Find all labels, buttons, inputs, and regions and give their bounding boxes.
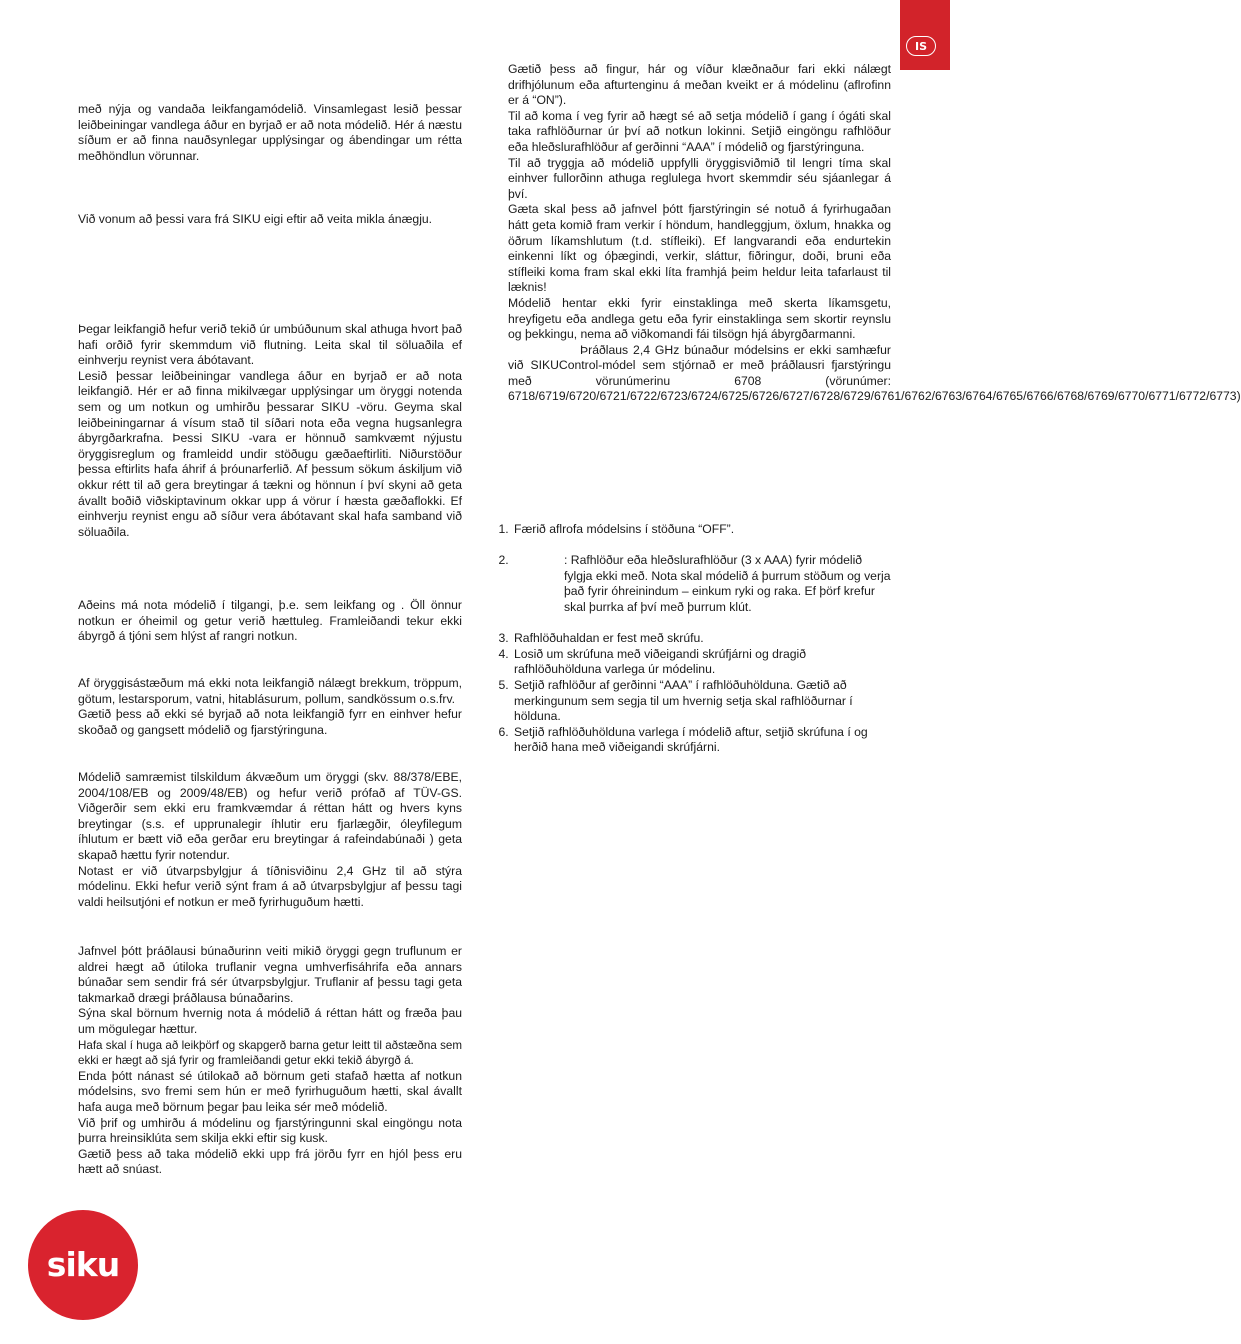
wireless-paragraph: Við þrif og umhirðu á módelinu og fjarstýringunni skal eingöngu nota þurra hreinsiklúta sem skilja ekki eftir sig kusk.	[78, 1115, 462, 1146]
delivery-paragraph: Lesið þessar leiðbeiningar vandlega áður en byrjað er að nota leikfangið. Hér er að finna mikilvægar upplýsingar um öryggi notenda sem og um notkun og umhirðu þessarar SIKU -vöru. Geyma skal leiðbeiningarnar á vísum stað til síðari nota eða vegna hugsanlegra ábyrgðarkrafna. Þessi SIKU -vara er hönnuð samkvæmt nýjustu öryggisreglum og framleidd undir stöðugu gæðaeftirliti. Niðurstöður þessa eftirlits hafa áhrif á þróunarferlið. Af þessum sökum áskiljum við okkur rétt til að gera breytingar á tækni og hönnun í því skyni að geta ávallt boðið viðskiptavinum okkar upp á vörur í hæsta gæðaflokki. Ef einhverju reynist engu að síður vera ábótavant skal hafa samband við söluaðila.	[78, 368, 462, 539]
wireless-section	[78, 944, 462, 1178]
step-item	[512, 538, 891, 616]
wish-section	[78, 212, 462, 228]
safety-paragraph: Gætið þess að fingur, hár og víður klæðnaður fari ekki nálægt drifhjólunum eða afturtenginu á meðan kveikt er á módelinu (aflrofinn er á “ON”).	[508, 62, 891, 108]
intro-paragraph: með nýja og vandaða leikfangamódelið. Vinsamlegast lesið þessar leiðbeiningar vandlega áður en byrjað er að nota módelið. Hér á næstu síðum er að finna nauðsynlegar upplýsingar og ábendingar um rétta meðhöndlun vörunnar.	[78, 102, 462, 163]
wireless-paragraph: Sýna skal börnum hvernig nota á módelið á réttan hátt og fræða þau um mögulegar hættur.	[78, 1006, 462, 1036]
wireless-paragraph: Gætið þess að taka módelið ekki upp frá jörðu fyrr en hjól þess eru hætt að snúast.	[78, 1146, 462, 1177]
step-item: 5. Setjið rafhlöður af gerðinni “AAA” í rafhlöðuhölduna. Gætið að merkingunum sem segja til um hvernig setja skal rafhlöðurnar í hölduna.	[512, 678, 891, 725]
intended-use-section	[78, 598, 462, 645]
steps-list	[494, 522, 891, 756]
conformity-section	[78, 770, 462, 910]
safety-location-section	[78, 676, 462, 738]
language-badge: IS	[906, 36, 936, 56]
safety-section	[508, 62, 1241, 405]
safety-paragraph: Þráðlaus 2,4 GHz búnaður módelsins er ekki samhæfur við SIKUControl-módel sem stjórnað er með þráðlausri fjarstýringu með vörunúmerinu 6708 (vörunúmer: 6718/6719/6720/6721/6722/6723/6724/6725/6726/6727/6728/6729/6761/6762/6763/6764/6765/6766/6768/6769/6770/6771/6772/6773)	[508, 342, 1241, 404]
wireless-paragraph: Jafnvel þótt þráðlausi búnaðurinn veiti mikið öryggi gegn truflunum er aldrei hægt að útiloka truflanir vegna umhverfisáhrifa eða annars búnaðar sem sendir frá sér útvarpsbylgjur. Truflanir af þessu tagi geta takmarkað drægi þráðlausa búnaðarins.	[78, 944, 462, 1005]
intro-section	[78, 102, 462, 164]
delivery-section	[78, 322, 462, 540]
language-tab	[900, 0, 950, 70]
step-2-note: 2. : Rafhlöður eða hleðslurafhlöður (3 x AAA) fyrir módelið fylgja ekki með. Nota skal módelið á þurrum stöðum og verja það fyrir óhreinindum – einkum ryki og raka. Ef þörf krefur skal þurrka af því með þurrum klút.	[564, 553, 891, 614]
safety-paragraph: Gæta skal þess að jafnvel þótt fjarstýringin sé notuð á fyrirhugaðan hátt geta komið fram verkir í höndum, handleggjum, öxlum, hnakka og öðrum líkamshlutum (t.d. stífleiki). Ef langvarandi eða endurtekin einkenni líkt og óþægindi, verkir, sláttur, fiðringur, doði, bruni eða stífleiki koma fram skal ekki líta framhjá þeim heldur leita tafarlaust til læknis!	[508, 202, 891, 295]
use-paragraph: Aðeins má nota módelið í tilgangi, þ.e. sem leikfang og . Öll önnur notkun er óheimil og getur verið hættuleg. Framleiðandi tekur ekki ábyrgð á tjóni sem hlýst af rangri notkun.	[78, 598, 462, 644]
step-item: 6. Setjið rafhlöðuhölduna varlega í módelið aftur, setjið skrúfuna í og herðið hana með viðeigandi skrúfjárni.	[512, 725, 891, 756]
wireless-paragraph: Hafa skal í huga að leikþörf og skapgerð barna getur leitt til aðstæðna sem ekki er hægt að sjá fyrir og framleiðandi getur ekki tekið ábyrgð á.	[78, 1038, 462, 1068]
battery-steps	[494, 522, 891, 756]
safety-paragraph: Módelið hentar ekki fyrir einstaklinga með skerta líkamsgetu, hreyfigetu eða andlega getu eða fyrir einstaklinga sem skortir reynslu og þekkingu, nema að viðkomandi fái tilsögn hjá ábyrgðarmanni.	[508, 295, 891, 342]
conformity-paragraph: Módelið samræmist tilskildum ákvæðum um öryggi (skv. 88/378/EBE, 2004/108/EB og 2009/48/EB) og hefur verið prófað af TÜV-GS. Viðgerðir sem ekki eru framkvæmdar á réttan hátt og hvers kyns breytingar (s.s. ef upprunalegir íhlutir eru fjarlægðir, óleyfilegum íhlutum er bætt við eða gerðar eru breytingar á rafeindabúnaði ) geta skapað hættu fyrir notendur.	[78, 770, 462, 862]
delivery-paragraph: Þegar leikfangið hefur verið tekið úr umbúðunum skal athuga hvort það hafi orðið fyrir skemmdum við flutning. Leita skal til söluaðila ef einhverju reynist vera ábótavant.	[78, 322, 462, 368]
step-item: 3. Rafhlöðuhaldan er fest með skrúfu.	[512, 631, 891, 647]
conformity-paragraph: Notast er við útvarpsbylgjur á tíðnisviðinu 2,4 GHz til að stýra módelinu. Ekki hefur verið sýnt fram á að útvarpsbylgjur af þessu tagi valdi heilsutjóni ef notkun er með fyrirhuguðum hætti.	[78, 863, 462, 909]
step-item: 1. Færið aflrofa módelsins í stöðuna “OFF”.	[512, 522, 891, 538]
wireless-paragraph: Enda þótt nánast sé útilokað að börnum geti stafað hætta af notkun módelsins, svo fremi sem hún er með fyrirhuguðum hætti, skal ávallt hafa auga með börnum þegar þau leika sér með módelið.	[78, 1068, 462, 1114]
siku-logo: siku	[28, 1210, 138, 1320]
step-item: 4. Losið um skrúfuna með viðeigandi skrúfjárni og dragið rafhlöðuhölduna varlega úr módelinu.	[512, 647, 891, 678]
safety-paragraph: Til að tryggja að módelið uppfylli öryggisviðmið til lengri tíma skal einhver fullorðinn athuga reglulega hvort skemmdir séu sjáanlegar á því.	[508, 155, 891, 201]
wish-paragraph: Við vonum að þessi vara frá SIKU eigi eftir að veita mikla ánægju.	[78, 212, 433, 226]
safety-paragraph: Til að koma í veg fyrir að hægt sé að setja módelið í gang í ógáti skal taka rafhlöðurnar úr því að notkun lokinni. Setjið eingöngu rafhlöður eða hleðslurafhlöður af gerðinni “AAA” í módelið og fjarstýringuna.	[508, 108, 891, 154]
use-paragraph: Gætið þess að ekki sé byrjað að nota leikfangið fyrr en einhver hefur skoðað og gangsett módelið og fjarstýringuna.	[78, 707, 462, 737]
use-paragraph: Af öryggisástæðum má ekki nota leikfangið nálægt brekkum, tröppum, götum, lestarsporum, vatni, hitablásurum, pollum, sandkössum o.s.frv.	[78, 676, 462, 706]
